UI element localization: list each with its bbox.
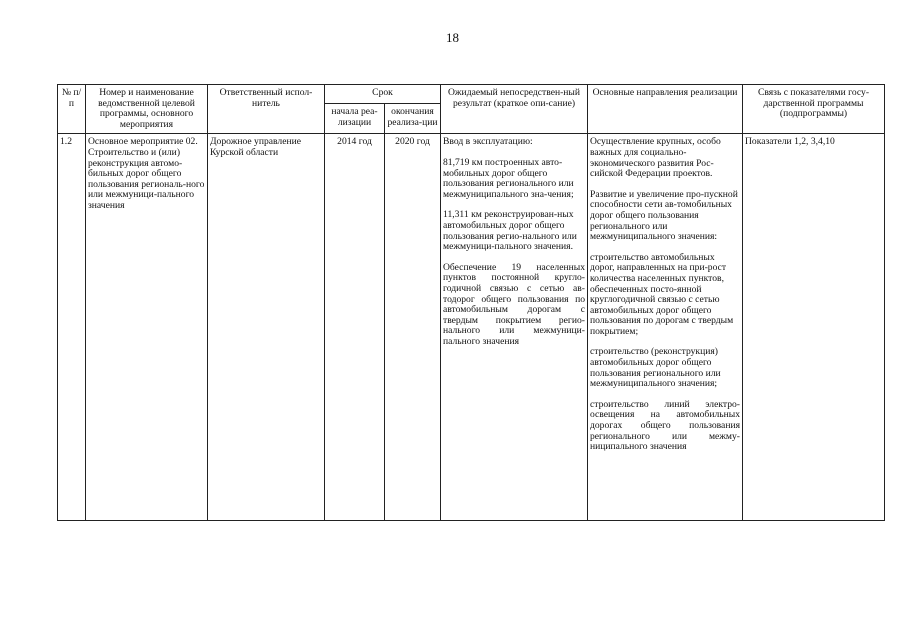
header-directions: Основные направления реализации xyxy=(588,85,743,134)
cell-executor: Дорожное управление Курской области xyxy=(208,134,325,521)
header-link: Связь с показателями госу-дарственной программы (подпрограммы) xyxy=(743,85,885,134)
direction-paragraph: строительство линий электро-освещения на автомобильных дорогах общего пользования регионального или межму-ниципального значения xyxy=(590,398,740,453)
table-row xyxy=(58,134,885,521)
direction-paragraph: строительство автомобильных дорог, направленных на при-рост количества населенных пунктов, обеспеченных посто-янной круглогодичной связью с сетью автомобильных дорог общего пользования по дорогам с твердым покрытием; xyxy=(590,251,734,337)
header-num: № п/п xyxy=(58,85,86,134)
cell-end: 2020 год xyxy=(385,134,441,521)
cell-start: 2014 год xyxy=(325,134,385,521)
header-executor: Ответственный испол-нитель xyxy=(208,85,325,134)
cell-result xyxy=(441,134,588,521)
cell-name: Основное мероприятие 02. Строительство и (или) реконструкция автомо-бильных дорог общего пользования региональ-ного или межмуници-пального значения xyxy=(86,134,208,521)
header-start: начала реа-лизации xyxy=(325,103,385,133)
cell-directions xyxy=(588,134,743,521)
direction-paragraph: строительство (реконструкция) автомобильных дорог общего пользования регионального или межмуниципального значения; xyxy=(590,346,721,390)
result-paragraph: Обеспечение 19 населенных пунктов постоянной кругло-годичной связью с сетью ав-тодорог общего пользования по автомобильным дорогам с твердым покрытием регио-нального или межмуници-пального значения xyxy=(443,261,585,347)
header-name: Номер и наименование ведомственной целевой программы, основного мероприятия xyxy=(86,85,208,134)
direction-paragraph: Осуществление крупных, особо важных для социально-экономического развития Рос-сийской Федерации проектов. xyxy=(590,136,721,180)
program-table xyxy=(57,84,885,521)
result-paragraph: 81,719 км построенных авто-мобильных дорог общего пользования регионального или межмуниципального зна-чения; xyxy=(443,156,574,200)
direction-paragraph: Развитие и увеличение про-пускной способности сети ав-томобильных дорог общего пользования регионального или межмуниципального значения: xyxy=(590,188,738,243)
cell-link: Показатели 1,2, 3,4,10 xyxy=(743,134,885,521)
header-end: окончания реализа-ции xyxy=(385,103,441,133)
cell-num: 1.2 xyxy=(58,134,86,521)
page-number: 18 xyxy=(446,30,459,45)
header-result: Ожидаемый непосредствен-ный результат (краткое опи-сание) xyxy=(441,85,588,134)
result-paragraph: Ввод в эксплуатацию: xyxy=(443,136,533,148)
result-paragraph: 11,311 км реконструирован-ных автомобильных дорог общего пользования регио-нального или межмуници-пального значения. xyxy=(443,209,577,253)
header-term: Срок xyxy=(325,85,441,104)
